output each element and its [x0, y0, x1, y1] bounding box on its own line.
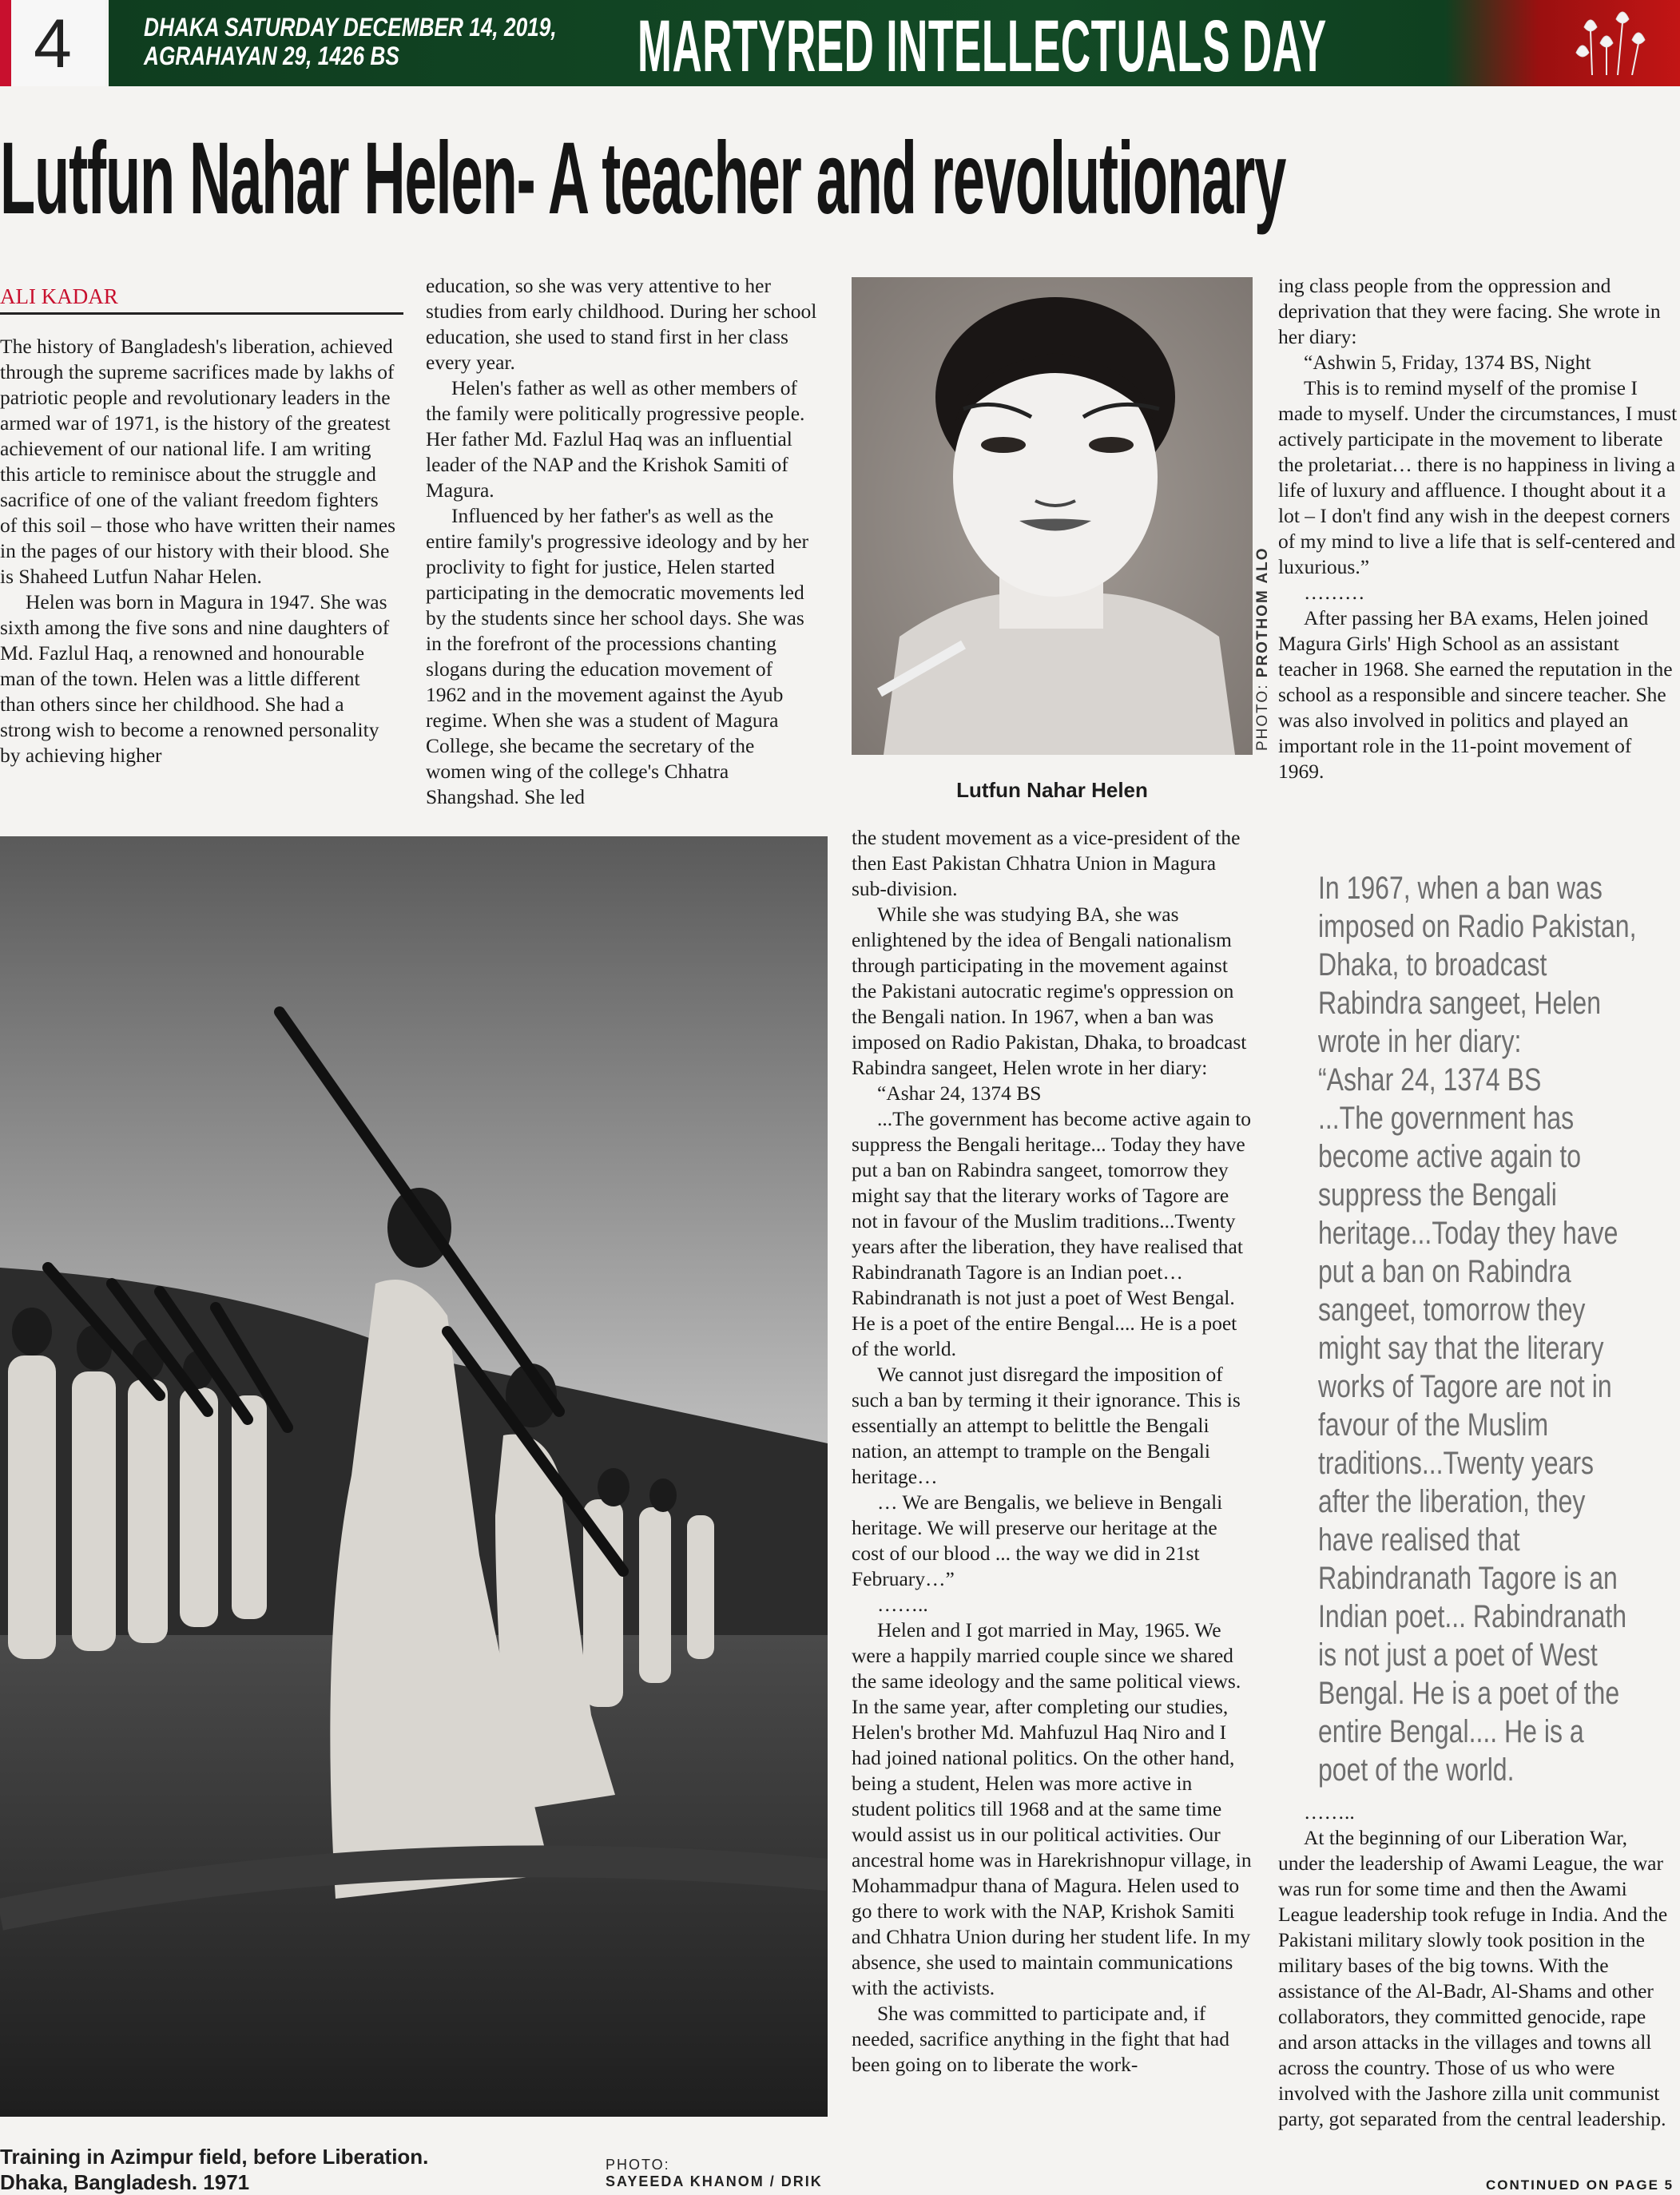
photo-caption	[0, 2144, 428, 2195]
credit-label: PHOTO:	[606, 2157, 670, 2173]
pull-quote	[1318, 869, 1638, 1789]
paragraph: Influenced by her father's as well as the entire family's progressive ideology and by her proclivity to fight for justice, Helen started participating in the democratic movements led by the students since her school days. She was in the forefront of the processions chanting slogans during the education movement of 1962 and in the movement against the Ayub regime. When she was a student of Magura College, she became the secretary of the women wing of the college's Chhatra Shangshad. She led	[426, 504, 809, 808]
article-column-3-bottom	[852, 825, 1253, 2078]
pull-quote-line: In 1967, when a ban was imposed on Radio Pakistan, Dhaka, to broadcast Rabindra sangeet, Helen wrote in her diary:	[1318, 871, 1637, 1059]
paragraph: The history of Bangladesh's liberation, achieved through the supreme sacrifices made by lakhs of patriotic people and revolutionary leaders in the armed war of 1971, is the history of the greatest achievement of our national life. I am writing this article to reminisce about the struggle and sacrifice of one of the valiant freedom fighters of this soil – those who have written their names in the pages of our history with their blood. She is Shaheed Lutfun Nahar Helen.	[0, 335, 396, 588]
paragraph: Helen was born in Magura in 1947. She was sixth among the five sons and nine daughters of Md. Fazlul Haq, a renowned and honourable man of the town. Helen was a little different than others since her childhood. She had a strong wish to become a renowned personality by achieving higher	[0, 590, 390, 767]
paragraph: Helen's father as well as other members of the family were politically progressive people. Her father Md. Fazlul Haq was an influential leader of the NAP and the Krishok Samiti of Magura.	[426, 376, 805, 502]
paragraph: This is to remind myself of the promise I made to myself. Under the circumstances, I must actively participate in the movement to liberate the proletariat… there is no happiness in living a life of luxury and affluence. I thought about it a lot – I don't find any wish in the deepest corners of my mind to live a life that is self-centered and luxurious.”	[1278, 376, 1678, 578]
issue-date	[144, 13, 557, 70]
photo-credit	[606, 2157, 823, 2190]
paragraph: ………	[1304, 581, 1365, 604]
paragraph: “Ashwin 5, Friday, 1374 BS, Night	[1304, 351, 1591, 374]
credit-name: SAYEEDA KHANOM / DRIK	[606, 2173, 823, 2189]
article-column-2	[426, 273, 817, 810]
pull-quote-line: “Ashar 24, 1374 BS	[1318, 1062, 1542, 1098]
caption-line-1: Training in Azimpur field, before Liberation.	[0, 2145, 429, 2169]
section-banner	[109, 0, 1680, 86]
date-line-1: DHAKA SATURDAY DECEMBER 14, 2019,	[144, 13, 557, 42]
paragraph: ing class people from the oppression and deprivation that they were facing. She wrote in her diary:	[1278, 274, 1661, 348]
paragraph: education, so she was very attentive to her studies from early childhood. During her school education, she used to stand first in her class every year.	[426, 274, 817, 374]
training-photo	[0, 836, 828, 2117]
page-number: 4	[34, 6, 72, 82]
article-column-4-top	[1278, 273, 1678, 784]
date-line-2: AGRAHAYAN 29, 1426 BS	[144, 42, 399, 70]
portrait-image	[852, 277, 1253, 755]
continued-link[interactable]: CONTINUED ON PAGE 5	[1486, 2177, 1674, 2193]
paragraph: At the beginning of our Liberation War, under the leadership of Awami League, the war was run for some time and then the Awami League leadership took refuge in India. And the Pakistani military slowly took position in the military bases of the big towns. With the assistance of the Al-Badr, Al-Shams and other collaborators, they committed genocide, rape and arson attacks in the villages and towns all across the country. Those of us who were involved with the Jashore zilla unit communist party, got separated from the central leadership.	[1278, 1826, 1668, 2130]
paragraph: Helen and I got married in May, 1965. We were a happily married couple since we shared the same ideology and the same political views. In the same year, after completing our studies, Helen's brother Md. Mahfuzul Haq Niro and I had joined national politics. On the other hand, being a student, Helen was more active in student politics till 1968 and at the same time would assist us in our political activities. Our ancestral home was in Harekrishnopur village, in Mohammadpur thana of Magura. Helen used to go there to work with the NAP, Krishok Samiti and Chhatra Union during her student life. In my absence, she used to maintain communications with the activists.	[852, 1618, 1252, 1999]
caption-line-2: Dhaka, Bangladesh. 1971	[0, 2170, 250, 2194]
paragraph: ...The government has become active again to suppress the Bengali heritage... Today they have put a ban on Rabindra sangeet, tomorrow they might say that the literary works of Tagore are not in favour of the Muslim traditions...Twenty years after the liberation, they have realised that Rabindranath Tagore is an Indian poet… Rabindranath is not just a poet of West Bengal. He is a poet of the entire Bengal.... He is a poet of the world.	[852, 1107, 1252, 1360]
paragraph: … We are Bengalis, we believe in Bengali heritage. We will preserve our heritage at the cost of our blood ... the way we did in 21st February…”	[852, 1490, 1223, 1590]
section-title: MARTYRED INTELLECTUALS DAY	[637, 6, 1327, 87]
flowers-icon	[1568, 11, 1656, 75]
paragraph: the student movement as a vice-president of the then East Pakistan Chhatra Union in Magura sub-division.	[852, 826, 1241, 900]
credit-label: PHOTO:	[1254, 683, 1271, 751]
pull-quote-line: ...The government has become active again to suppress the Bengali heritage...Today they have put a ban on Rabindra sangeet, tomorrow they might say that the literary works of Tagore are not in favour of the Muslim traditions...Twenty years after the liberation, they have realised that Rabindranath Tagore is an Indian poet... Rabindranath is not just a poet of West Bengal. He is a poet of the entire Bengal.... He is a poet of the world.	[1318, 1101, 1627, 1788]
credit-name: PROTHOM ALO	[1254, 546, 1271, 678]
article-column-1	[0, 334, 399, 768]
byline: ALI KADAR	[0, 284, 403, 315]
paragraph: We cannot just disregard the imposition of such a ban by terming it their ignorance. This is essentially an attempt to belittle the Bengali nation, an attempt to trample on the Bengali heritage…	[852, 1363, 1241, 1488]
paragraph: ……..	[877, 1593, 928, 1616]
article-column-4-bottom	[1278, 1800, 1678, 2132]
paragraph: ……..	[1304, 1800, 1355, 1824]
portrait-photo-credit	[1254, 546, 1272, 751]
paragraph: While she was studying BA, she was enlightened by the idea of Bengali nationalism through participating in the movement against the Pakistani autocratic regime's oppression on the Bengali nation. In 1967, when a ban was imposed on Radio Pakistan, Dhaka, to broadcast Rabindra sangeet, Helen wrote in her diary:	[852, 903, 1247, 1079]
paragraph: After passing her BA exams, Helen joined Magura Girls' High School as an assistant teacher in 1968. She earned the reputation in the school as a responsible and sincere teacher. She was also involved in politics and played an important role in the 11-point movement of 1969.	[1278, 606, 1673, 783]
page-number-box	[0, 0, 105, 86]
paragraph: “Ashar 24, 1374 BS	[877, 1082, 1042, 1105]
portrait-caption: Lutfun Nahar Helen	[956, 778, 1148, 802]
paragraph: She was committed to participate and, if needed, sacrifice anything in the fight that had been going on to liberate the work-	[852, 2002, 1229, 2076]
headline: Lutfun Nahar Helen- A teacher and revolutionary	[0, 121, 1286, 236]
